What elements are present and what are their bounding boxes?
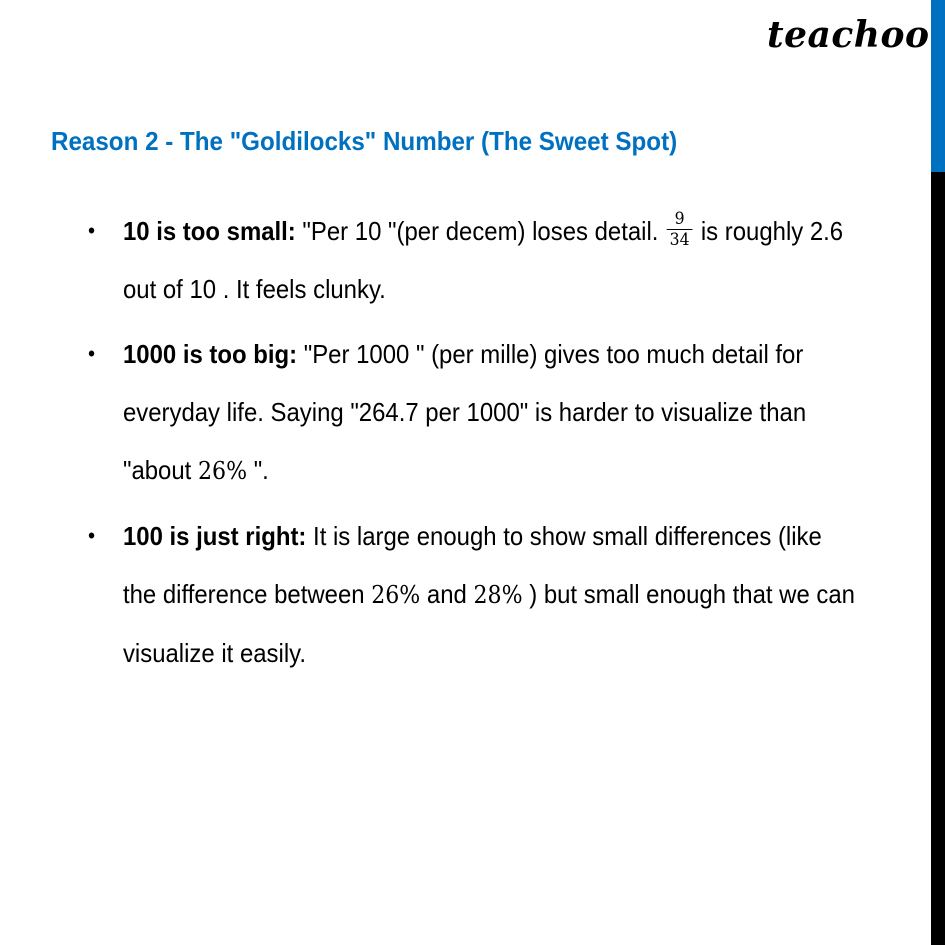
bullet-text-after: ) but small enough that we can visualize it easily. (122, 579, 855, 668)
bullet-dot-icon: • (88, 218, 96, 243)
bullet-heading: 100 is just right: (122, 521, 307, 551)
bullet-dot-icon: • (88, 523, 96, 548)
fraction-numerator: 9 (667, 209, 692, 230)
bullet-text: "Per 10 "(per decem) loses detail. (295, 216, 666, 246)
bullet-heading: 10 is too small: (122, 216, 296, 246)
bullet-text: It is large enough to show small differences (like the difference between (122, 521, 822, 609)
bullet-text-after: is roughly 2.6 out of 10 . It feels clunky. (122, 216, 844, 304)
bullet-item-too-small (88, 202, 859, 318)
bullet-text: "Per 1000 " (per mille) gives too much detail for everyday life. Saying "264.7 per 1000" is harder to visualize than "about (122, 339, 807, 485)
page-title: Reason 2 - The "Goldilocks" Number (The Sweet Spot) (51, 126, 678, 156)
bullet-dot-icon: • (88, 341, 96, 366)
bullet-item-just-right (88, 507, 859, 682)
bullet-list (88, 202, 868, 689)
side-accent-bar-black (931, 172, 945, 945)
fraction-denominator: 34 (669, 229, 690, 250)
bullet-heading: 1000 is too big: (122, 339, 298, 369)
bullet-text-middle: and (420, 579, 474, 609)
math-percent-2: 28% (473, 581, 523, 609)
bullet-text-after: ". (247, 455, 269, 485)
teachoo-logo: teachoo (767, 14, 930, 56)
math-percent: 26% (197, 457, 248, 485)
bullet-item-too-big (88, 325, 859, 500)
math-percent-1: 26% (371, 581, 421, 609)
side-accent-bar-blue (931, 0, 945, 172)
fraction (667, 209, 692, 250)
